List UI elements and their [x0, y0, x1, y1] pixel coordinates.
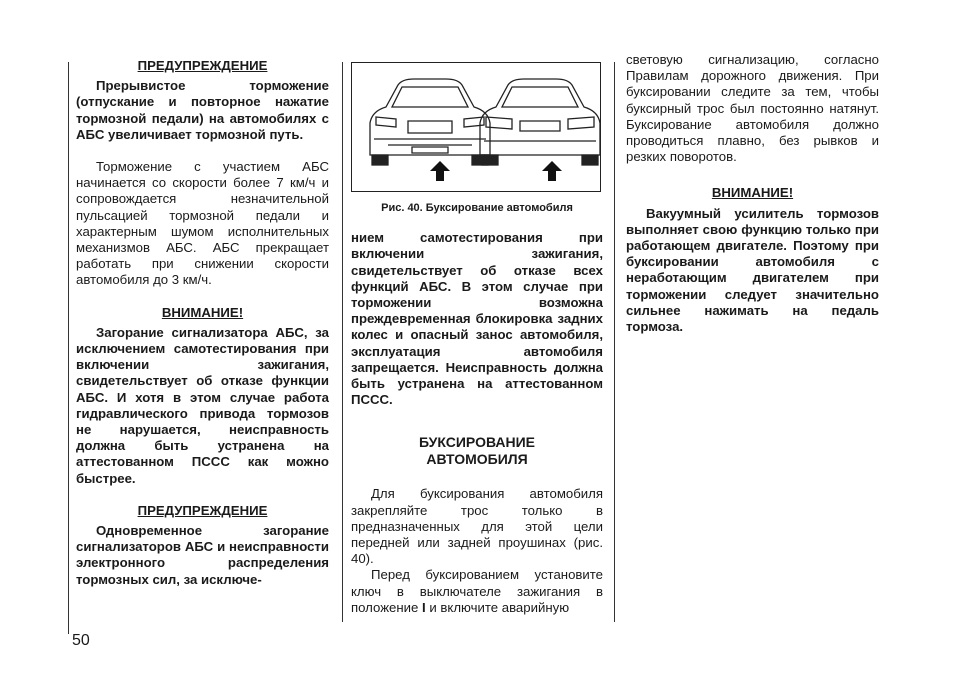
towing-continued: световую сигнализацию, согласно Правилам дорожного движения. При буксировании следите за тем, чтобы буксирный трос был постоянно натянут. Буксирование автомобиля должно проводиться плавно, без рывков и резких поворотов. [626, 52, 879, 165]
column-rule-middle [342, 62, 343, 622]
warning-heading-1: ПРЕДУПРЕЖДЕНИЕ [137, 58, 268, 73]
column-rule-right [614, 62, 615, 622]
attention-heading-2: ВНИМАНИЕ! [711, 185, 794, 201]
car-rear-view [480, 79, 600, 165]
attention-heading-1: ВНИМАНИЕ! [161, 304, 244, 320]
attention-text-1: Загорание сигнализатора АБС, за исключением самотестирования при включении зажигания, свидетельствует об отказе функции АБС. И хотя в этом случае работа гидравлического привода тормозов не нарушается, неисправность должна быть устранена на аттестованном ПСCC как можно быстрее. [76, 324, 329, 486]
column-rule-left [68, 62, 69, 634]
page-number: 50 [72, 632, 90, 649]
car-front-rear-illustration [352, 63, 600, 191]
attention-text-2: Вакуумный усилитель тормозов выполняет свою функцию только при работающем двигателе. Поэтому при буксировании автомобиля с неработающим двигателем при торможении следует значительно сильнее нажимать на педаль тормоза. [626, 205, 879, 335]
towing-paragraph-2-text: Перед буксированием установите ключ в выключателе зажигания в положение [351, 567, 603, 615]
towing-paragraph-1: Для буксирования автомобиля закрепляйте трос только в предназначенных для этой цели передней или задней проушинах (рис. 40). [351, 486, 603, 567]
warning-heading-2: ПРЕДУПРЕЖДЕНИЕ [137, 502, 268, 518]
towing-paragraph-2-end: и включите аварийную [425, 599, 570, 615]
ignition-position: I [422, 599, 426, 615]
abs-paragraph: Торможение с участием АБС начинается со скорости более 7 км/ч и сопровождается незначительной пульсацией тормозной педали и характерным шумом исполнительных механизмов АБС. АБС прекращает работать при снижении скорости автомобиля до 3 км/ч. [76, 159, 329, 288]
abs-fault-continued: нием самотестирования при включении зажигания, свидетельствует об отказе всех функций АБС. В этом случае при торможении возможна преждевременная блокировка задних колес и опасный занос автомобиля, эксплуатация автомобиля запрещается. Неисправность должна быть устранена на аттестованном ПСCC. [351, 230, 603, 408]
figure-caption: Рис. 40. Буксирование автомобиля [381, 202, 573, 214]
towing-figure [351, 62, 601, 192]
column-1 [76, 58, 329, 588]
column-2 [351, 62, 603, 616]
column-3 [626, 52, 879, 335]
car-front-view [370, 79, 490, 165]
towing-paragraph-2 [351, 567, 603, 616]
section-title-line-2: АВТОМОБИЛЯ [426, 451, 528, 468]
section-title-line-1: БУКСИРОВАНИЕ [418, 434, 536, 451]
warning-text-1: Прерывистое торможение (отпускание и повторное нажатие тормозной педали) на автомобилях с АБС увеличивает тормозной путь. [76, 78, 329, 142]
warning-text-2: Одновременное загорание сигнализаторов АБС и неисправности электронного распределения тормозных сил, за исключе- [76, 523, 329, 587]
